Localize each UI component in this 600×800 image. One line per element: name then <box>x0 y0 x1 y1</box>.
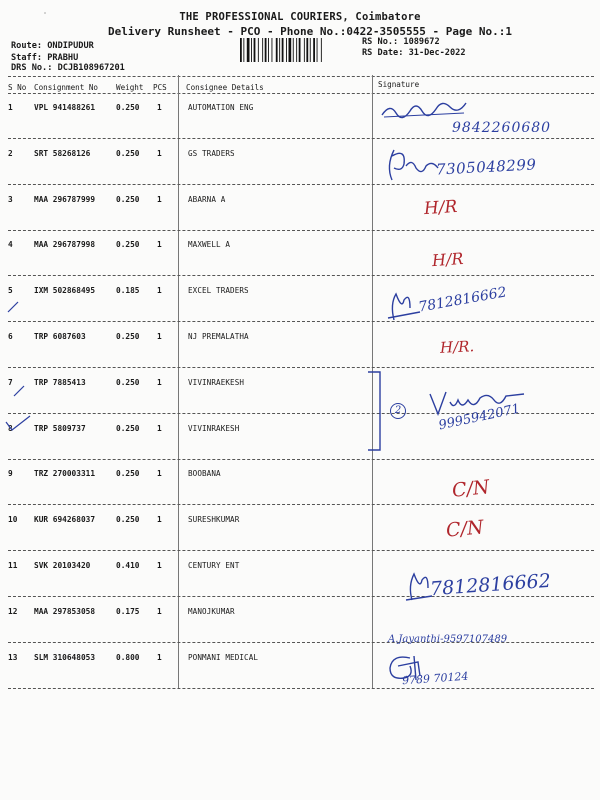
cell-pcs: 1 <box>157 377 162 387</box>
cell-consignee: CENTURY ENT <box>188 561 240 570</box>
cell-consignee: MAXWELL A <box>188 240 231 250</box>
cell-weight: 0.250 <box>116 469 140 479</box>
cell-consignment-no: MAA 296787999 <box>34 194 96 204</box>
cell-sno: 6 <box>8 332 13 341</box>
cell-sno: 9 <box>8 469 13 479</box>
cell-weight: 0.800 <box>116 652 140 662</box>
runsheet-subtitle: Delivery Runsheet - PCO - Phone No.:0422-3505555 - Page No.:1 <box>108 25 512 38</box>
col-header-signature: Signature <box>378 80 420 89</box>
staff-value: PRABHU <box>47 53 79 63</box>
cell-weight: 0.250 <box>116 194 140 204</box>
cell-consignment-no: TRP 6087603 <box>34 332 86 341</box>
cell-pcs: 1 <box>157 332 162 341</box>
cell-consignee: SURESHKUMAR <box>188 515 240 525</box>
note-row4-hr: H/R <box>431 248 465 271</box>
cell-weight: 0.250 <box>116 148 140 158</box>
signature-phone-row5: 7812816662 <box>417 284 508 316</box>
cell-weight: 0.185 <box>116 286 140 296</box>
cell-weight: 0.250 <box>116 240 140 250</box>
row-separator <box>8 688 594 689</box>
route-label: Route: <box>11 41 43 51</box>
table-header-rule <box>8 93 594 94</box>
drs-label: DRS No.: <box>11 63 53 73</box>
cell-consignee: VIVINRAKESH <box>188 423 240 433</box>
cell-weight: 0.250 <box>116 423 140 433</box>
row-separator <box>8 230 594 231</box>
signature-phone-row2: 7305048299 <box>435 155 537 179</box>
rs-date-label: RS Date: <box>362 48 404 58</box>
col-header-pcs: PCS <box>153 83 167 92</box>
row-separator <box>8 367 594 368</box>
cell-sno: 11 <box>8 561 18 570</box>
cell-consignee: ABARNA A <box>188 194 226 204</box>
check-mark <box>12 384 26 398</box>
cell-consignee: AUTOMATION ENG <box>188 103 254 112</box>
cell-sno: 5 <box>8 286 13 296</box>
cell-consignee: NJ PREMALATHA <box>188 332 249 341</box>
cell-consignment-no: IXM 502868495 <box>34 286 96 296</box>
route-line <box>11 42 94 51</box>
table-top-rule <box>8 76 594 77</box>
signature-name-row12: A.Jayanthi-9597107489 <box>388 634 508 645</box>
drs-value: DCJB108967201 <box>57 63 125 73</box>
circled-count: 2 <box>390 403 406 419</box>
check-mark <box>4 414 34 434</box>
cell-sno: 8 <box>8 423 13 433</box>
cell-pcs: 1 <box>157 194 162 204</box>
rs-no-label: RS No.: <box>362 37 399 47</box>
cell-consignee: BOOBANA <box>188 469 221 479</box>
cell-sno: 2 <box>8 148 13 158</box>
cell-consignee: VIVINRAEKESH <box>188 377 245 387</box>
cell-sno: 10 <box>8 515 18 525</box>
staff-label: Staff: <box>11 53 43 63</box>
row-separator <box>8 459 594 460</box>
cell-consignee: PONMANI MEDICAL <box>188 652 259 662</box>
cell-pcs: 1 <box>157 515 162 525</box>
row-separator <box>8 504 594 505</box>
route-value: ONDIPUDUR <box>47 41 94 51</box>
signature-phone-row13: 9789 70124 <box>401 669 469 688</box>
signature-phone-row7-8: 9995942071 <box>437 401 522 434</box>
cell-pcs: 1 <box>157 148 162 158</box>
signature-phone-row11: 7812816662 <box>429 569 552 601</box>
cell-weight: 0.175 <box>116 606 140 616</box>
cell-consignee: GS TRADERS <box>188 148 235 158</box>
cell-weight: 0.250 <box>116 103 140 112</box>
row-separator <box>8 550 594 551</box>
rs-no-value: 1089672 <box>403 37 440 47</box>
cell-pcs: 1 <box>157 606 162 616</box>
cell-pcs: 1 <box>157 652 162 662</box>
cell-sno: 13 <box>8 652 18 662</box>
cell-consignment-no: TRP 7885413 <box>34 377 86 387</box>
page-title: THE PROFESSIONAL COURIERS, Coimbatore <box>179 11 421 23</box>
rs-date-line <box>362 49 466 58</box>
cell-consignee: EXCEL TRADERS <box>188 286 249 296</box>
row-separator <box>8 275 594 276</box>
cell-weight: 0.410 <box>116 561 140 570</box>
cell-weight: 0.250 <box>116 377 140 387</box>
bracket-mark <box>364 370 384 452</box>
cell-sno: 3 <box>8 194 13 204</box>
row-separator <box>8 184 594 185</box>
row-separator <box>8 138 594 139</box>
rs-no-line <box>362 38 440 47</box>
signature-scribble <box>382 146 442 186</box>
check-mark <box>6 300 20 314</box>
cell-consignment-no: MAA 296787998 <box>34 240 96 250</box>
cell-pcs: 1 <box>157 240 162 250</box>
cell-pcs: 1 <box>157 561 162 570</box>
cell-consignment-no: MAA 297853058 <box>34 606 96 616</box>
cell-weight: 0.250 <box>116 332 140 341</box>
cell-consignment-no: SLM 310648053 <box>34 652 96 662</box>
cell-pcs: 1 <box>157 103 162 112</box>
note-row3-hr: H/R <box>423 196 459 220</box>
note-row9-cn: C/N <box>450 476 491 502</box>
cell-consignment-no: TRP 5809737 <box>34 423 86 433</box>
col-header-weight: Weight <box>116 83 144 92</box>
col-header-consignee: Consignee Details <box>186 83 264 92</box>
cell-sno: 7 <box>8 377 13 387</box>
cell-consignment-no: SVK 20103420 <box>34 561 91 570</box>
cell-sno: 4 <box>8 240 13 250</box>
note-row10-cn: C/N <box>445 516 485 542</box>
cell-pcs: 1 <box>157 286 162 296</box>
cell-pcs: 1 <box>157 469 162 479</box>
tick-mark: ˙ <box>42 12 49 23</box>
cell-pcs: 1 <box>157 423 162 433</box>
barcode <box>240 38 356 62</box>
signature-phone-row1: 9842260680 <box>452 120 552 136</box>
cell-consignment-no: SRT 58268126 <box>34 148 91 158</box>
cell-sno: 12 <box>8 606 18 616</box>
note-row6-hr: H/R. <box>439 337 475 357</box>
cell-consignment-no: VPL 941488261 <box>34 103 96 112</box>
col-header-consignment: Consignment No <box>34 83 99 92</box>
col-header-sno: S No <box>8 83 27 92</box>
row-separator <box>8 321 594 322</box>
staff-line <box>11 54 78 63</box>
cell-consignment-no: TRZ 270003311 <box>34 469 96 479</box>
cell-sno: 1 <box>8 103 13 112</box>
cell-consignment-no: KUR 694268037 <box>34 515 96 525</box>
cell-weight: 0.250 <box>116 515 140 525</box>
row-separator <box>8 596 594 597</box>
rs-date-value: 31-Dec-2022 <box>408 48 466 58</box>
cell-consignee: MANOJKUMAR <box>188 606 235 616</box>
drs-line <box>11 64 125 73</box>
